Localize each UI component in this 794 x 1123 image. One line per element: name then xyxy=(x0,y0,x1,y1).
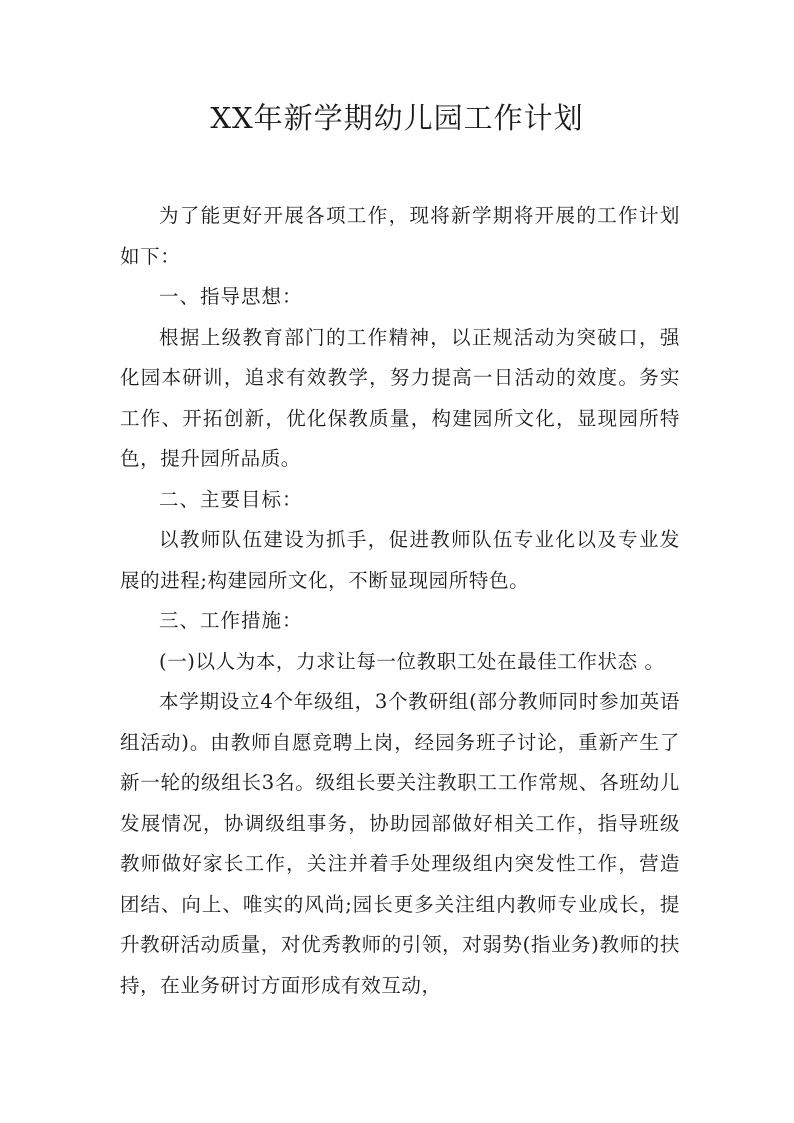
document-body xyxy=(120,196,680,1006)
section-heading-main-goals: 二、主要目标： xyxy=(159,487,303,511)
work-measures-paragraph: 本学期设立4个年级组，3个教研组(部分教师同时参加英语组活动)。由教师自愿竞聘上岗，经园务班子讨论，重新产生了新一轮的级组长3名。级组长要关注教职工工作常规、各班幼儿发展情况，协调级组事务，协助园部做好相关工作，指导班级教师做好家长工作，关注并着手处理级组内突发性工作，营造团结、向上、唯实的风尚;园长更多关注组内教师专业成长，提升教研活动质量，对优秀教师的引领，对弱势(指业务)教师的扶持，在业务研讨方面形成有效互动， xyxy=(120,690,680,997)
document-title: XX年新学期幼儿园工作计划 xyxy=(210,101,584,135)
guiding-thought-paragraph: 根据上级教育部门的工作精神，以正规活动为突破口，强化园本研训，追求有效教学，努力提高一日活动的效度。务实工作、开拓创新，优化保教质量，构建园所文化，显现园所特色，提升园所品质。 xyxy=(120,325,680,470)
main-goals-paragraph: 以教师队伍建设为抓手，促进教师队伍专业化以及专业发展的进程;构建园所文化，不断显现园所特色。 xyxy=(120,528,680,592)
intro-paragraph: 为了能更好开展各项工作，现将新学期将开展的工作计划如下： xyxy=(120,204,680,268)
section-heading-work-measures: 三、工作措施： xyxy=(159,609,303,632)
section-heading-guiding-thought: 一、指导思想： xyxy=(159,285,303,308)
sub-heading-people-oriented: (一)以人为本，力求让每一位教职工处在最佳工作状态 。 xyxy=(159,649,665,673)
